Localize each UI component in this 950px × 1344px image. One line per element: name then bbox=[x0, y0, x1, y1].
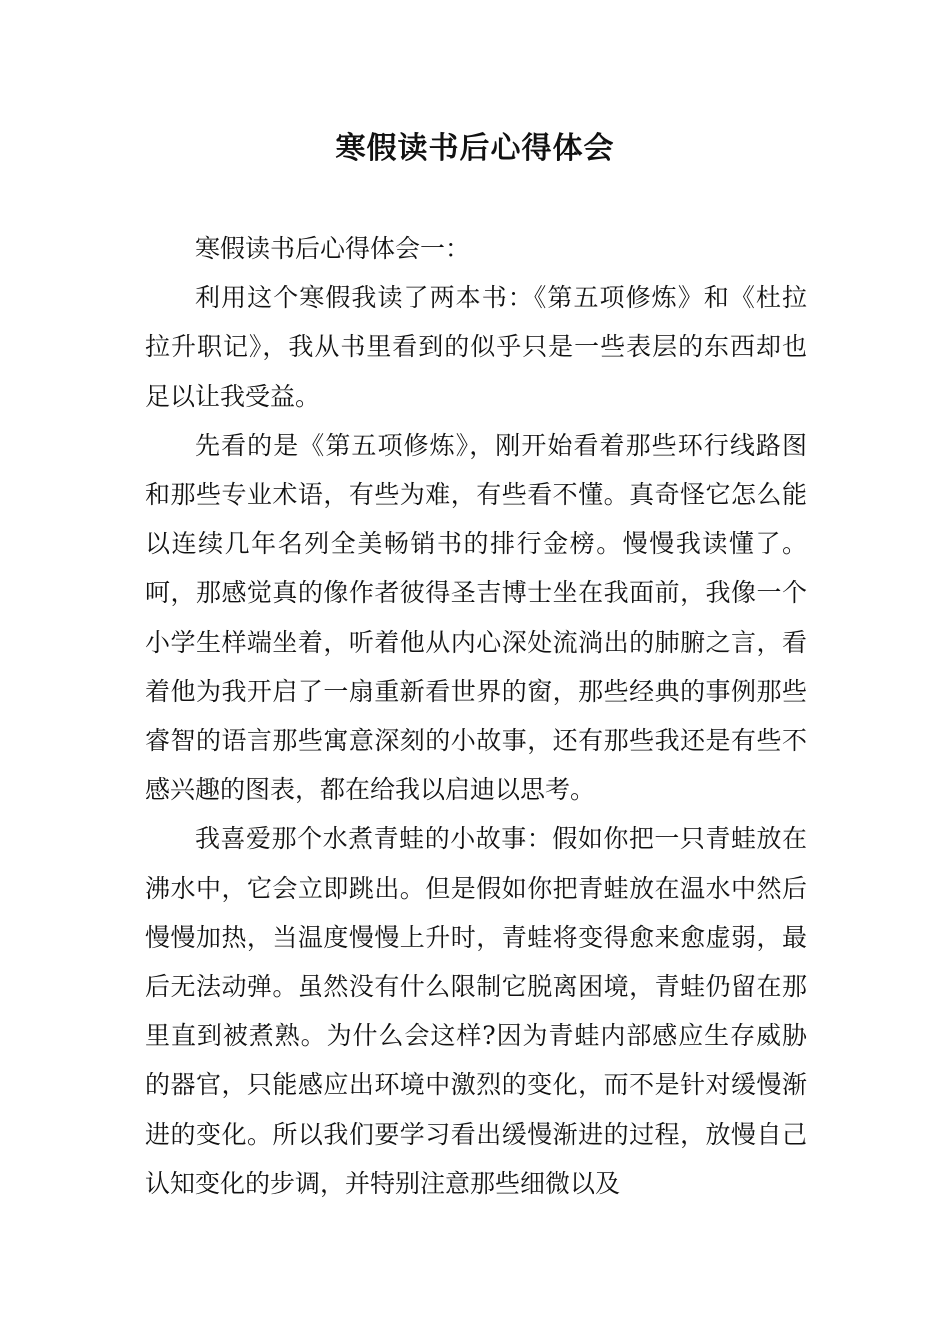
paragraph: 我喜爱那个水煮青蛙的小故事：假如你把一只青蛙放在沸水中，它会立即跳出。但是假如你把青蛙放在温水中然后慢慢加热，当温度慢慢上升时，青蛙将变得愈来愈虚弱，最后无法动弹。虽然没有什么限制它脱离困境，青蛙仍留在那里直到被煮熟。为什么会这样?因为青蛙内部感应生存威胁的器官，只能感应出环境中激烈的变化，而不是针对缓慢渐进的变化。所以我们要学习看出缓慢渐进的过程，放慢自己认知变化的步调，并特别注意那些细微以及 bbox=[145, 824, 807, 1198]
paragraph-heading: 寒假读书后心得体会一： bbox=[195, 234, 471, 263]
document-title: 寒假读书后心得体会 bbox=[335, 131, 615, 166]
document-body bbox=[145, 224, 807, 1208]
paragraph: 先看的是《第五项修炼》，刚开始看着那些环行线路图和那些专业术语，有些为难，有些看不懂。真奇怪它怎么能以连续几年名列全美畅销书的排行金榜。慢慢我读懂了。呵，那感觉真的像作者彼得圣吉博士坐在我面前，我像一个小学生样端坐着，听着他从内心深处流淌出的肺腑之言，看着他为我开启了一扇重新看世界的窗，那些经典的事例那些睿智的语言那些寓意深刻的小故事，还有那些我还是有些不感兴趣的图表，都在给我以启迪以思考。 bbox=[145, 430, 807, 805]
paragraph: 利用这个寒假我读了两本书：《第五项修炼》和《杜拉拉升职记》，我从书里看到的似乎只是一些表层的东西却也足以让我受益。 bbox=[145, 283, 807, 411]
